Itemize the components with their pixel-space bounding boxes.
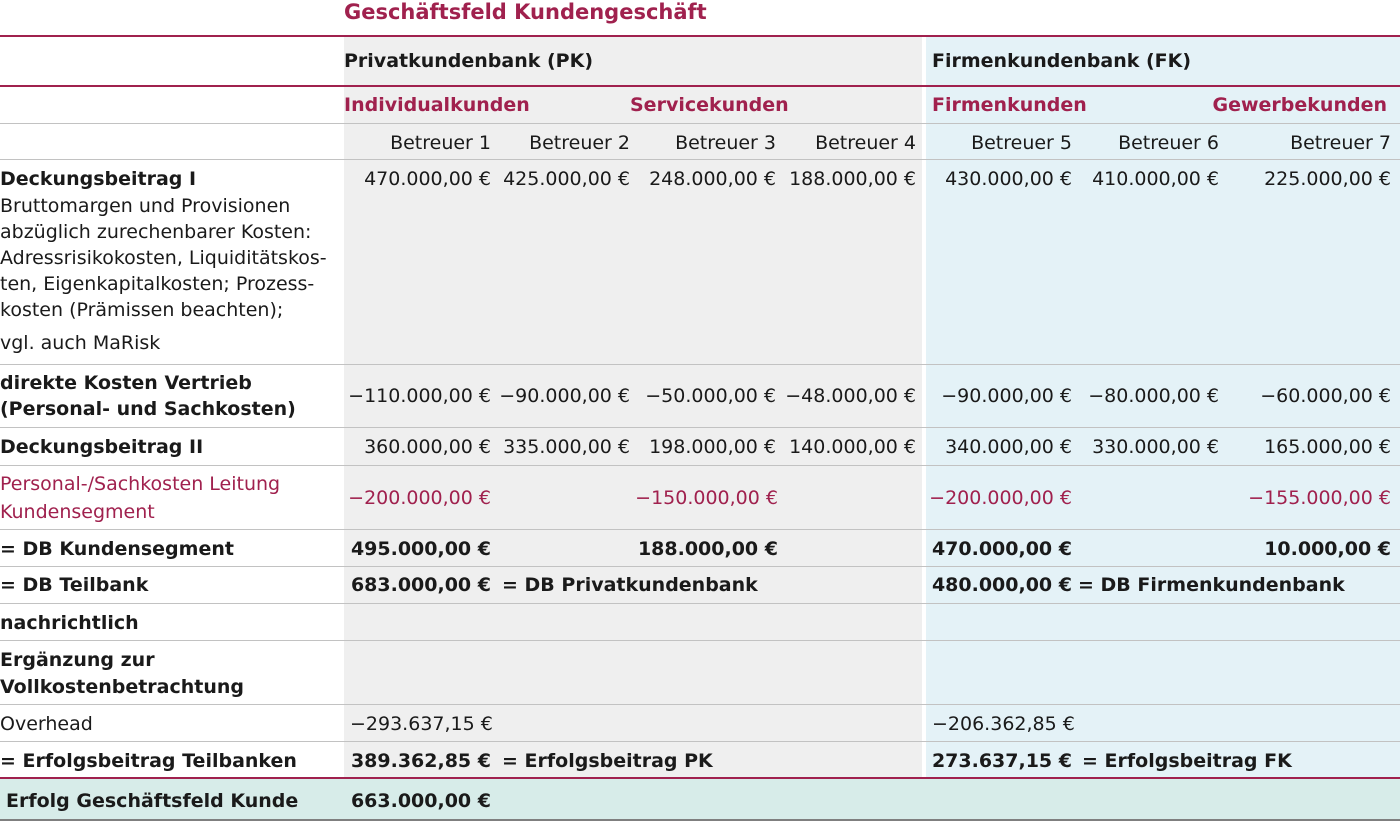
page-title: Geschäftsfeld Kundengeschäft	[344, 0, 707, 24]
row-label-success-partbank: = Erfolgsbeitrag Teilbanken	[0, 750, 297, 772]
row-label-db-segment: = DB Kundensegment	[0, 538, 234, 560]
lead-cost-trade: −155.000,00 €	[1248, 487, 1391, 509]
row-label-fullcost: Vollkostenbetrachtung	[0, 676, 245, 698]
db-partbank-pk-value: 683.000,00 €	[350, 574, 491, 596]
db1-description-line: abzüglich zurechenbarer Kosten:	[0, 221, 312, 243]
advisor-4: Betreuer 4	[815, 132, 916, 154]
row-label-lead-costs: Kundensegment	[0, 501, 155, 523]
db1-description-line: Bruttomargen und Provisionen	[0, 195, 291, 217]
direct-cost-value: −48.000,00 €	[785, 385, 916, 407]
advisor-5: Betreuer 5	[971, 132, 1072, 154]
overhead-pk-value: −293.637,15 €	[350, 713, 493, 735]
overhead-fk-value: −206.362,85 €	[932, 713, 1075, 735]
rule-direct	[0, 427, 1400, 428]
lead-cost-individual: −200.000,00 €	[348, 487, 491, 509]
row-label-success-total: Erfolg Geschäftsfeld Kunde	[6, 790, 299, 812]
rule-overhead	[0, 741, 1400, 742]
rule-db-partbank	[0, 603, 1400, 604]
row-label-overhead: Overhead	[0, 713, 93, 735]
db-partbank-fk-note: = DB Firmenkundenbank	[1078, 574, 1345, 596]
rule-db-segment	[0, 566, 1400, 567]
segment-service: Servicekunden	[630, 94, 789, 116]
rule-db1	[0, 364, 1400, 365]
db1-description-line: kosten (Prämissen beachten);	[0, 299, 284, 321]
rule-top	[0, 35, 1400, 37]
rule-segment	[0, 123, 1400, 124]
success-pk-value: 389.362,85 €	[350, 750, 491, 772]
db1-value: 430.000,00 €	[945, 168, 1072, 190]
db-segment-firm: 470.000,00 €	[931, 538, 1072, 560]
rule-division	[0, 85, 1400, 87]
row-label-memo: nachrichtlich	[0, 612, 139, 634]
success-total-value: 663.000,00 €	[350, 790, 491, 812]
segment-firm: Firmenkunden	[932, 94, 1087, 116]
row-label-db-partbank: = DB Teilbank	[0, 574, 149, 596]
db-partbank-pk-note: = DB Privatkundenbank	[502, 574, 758, 596]
db2-value: 335.000,00 €	[503, 436, 630, 458]
db-partbank-fk-value: 480.000,00 €	[931, 574, 1072, 596]
db-segment-individual: 495.000,00 €	[350, 538, 491, 560]
row-label-fullcost: Ergänzung zur	[0, 649, 155, 671]
db2-value: 198.000,00 €	[649, 436, 776, 458]
db2-value: 360.000,00 €	[364, 436, 491, 458]
db1-description-line: Adressrisikokosten, Liquiditätskos-	[0, 247, 327, 269]
db-segment-trade: 10.000,00 €	[1264, 538, 1391, 560]
row-label-db1: Deckungsbeitrag I	[0, 168, 197, 190]
db2-value: 340.000,00 €	[945, 436, 1072, 458]
db1-description-line: ten, Eigenkapitalkosten; Prozess-	[0, 273, 315, 295]
segment-individual: Individualkunden	[344, 94, 530, 116]
direct-cost-value: −80.000,00 €	[1088, 385, 1219, 407]
db1-value: 248.000,00 €	[649, 168, 776, 190]
rule-db2	[0, 465, 1400, 466]
success-fk-note: = Erfolgsbeitrag FK	[1082, 750, 1292, 772]
rule-bottom	[0, 819, 1400, 821]
advisor-6: Betreuer 6	[1118, 132, 1219, 154]
rule-success	[0, 777, 1400, 779]
success-pk-note: = Erfolgsbeitrag PK	[502, 750, 713, 772]
success-fk-value: 273.637,15 €	[931, 750, 1072, 772]
lead-cost-firm: −200.000,00 €	[929, 487, 1072, 509]
db2-value: 330.000,00 €	[1092, 436, 1219, 458]
db1-value: 470.000,00 €	[364, 168, 491, 190]
segment-trade: Gewerbekunden	[1212, 94, 1387, 116]
db1-description-line: vgl. auch MaRisk	[0, 332, 161, 354]
advisor-1: Betreuer 1	[390, 132, 491, 154]
db1-value: 410.000,00 €	[1092, 168, 1219, 190]
rule-lead	[0, 529, 1400, 530]
direct-cost-value: −110.000,00 €	[348, 385, 491, 407]
division-fk: Firmenkundenbank (FK)	[932, 50, 1192, 72]
advisor-2: Betreuer 2	[529, 132, 630, 154]
advisor-3: Betreuer 3	[675, 132, 776, 154]
direct-cost-value: −50.000,00 €	[645, 385, 776, 407]
row-label-db2: Deckungsbeitrag II	[0, 436, 204, 458]
lead-cost-service: −150.000,00 €	[635, 487, 778, 509]
rule-memo	[0, 640, 1400, 641]
division-pk: Privatkundenbank (PK)	[344, 50, 594, 72]
direct-cost-value: −90.000,00 €	[499, 385, 630, 407]
direct-cost-value: −60.000,00 €	[1260, 385, 1391, 407]
db2-value: 140.000,00 €	[789, 436, 916, 458]
db-segment-service: 188.000,00 €	[637, 538, 778, 560]
row-label-direct-costs: direkte Kosten Vertrieb	[0, 372, 252, 394]
db2-value: 165.000,00 €	[1264, 436, 1391, 458]
db1-value: 425.000,00 €	[503, 168, 630, 190]
rule-fullcost	[0, 704, 1400, 705]
row-label-lead-costs: Personal-/Sachkosten Leitung	[0, 473, 281, 495]
db1-value: 225.000,00 €	[1264, 168, 1391, 190]
db1-value: 188.000,00 €	[789, 168, 916, 190]
rule-advisor	[0, 159, 1400, 160]
advisor-7: Betreuer 7	[1290, 132, 1391, 154]
row-label-direct-costs: (Personal- und Sachkosten)	[0, 398, 296, 420]
direct-cost-value: −90.000,00 €	[941, 385, 1072, 407]
